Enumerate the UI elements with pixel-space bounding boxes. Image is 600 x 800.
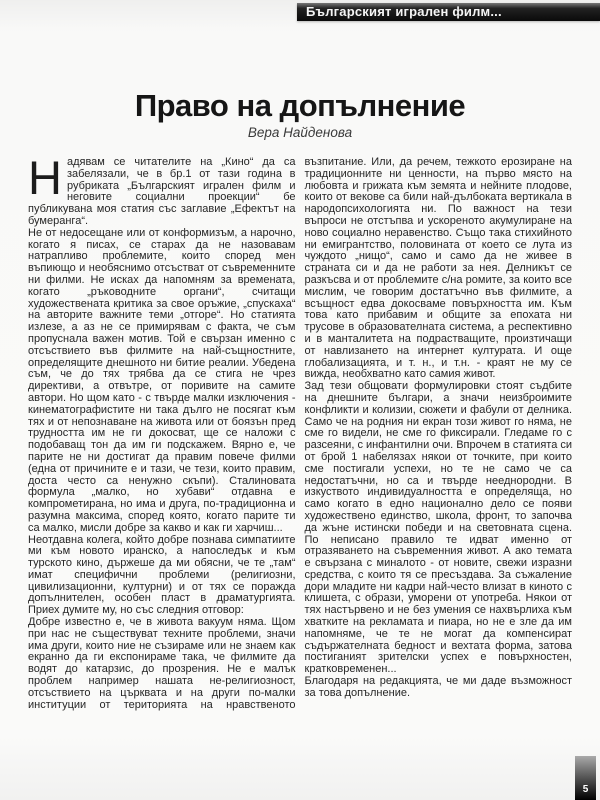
paragraph: Добре известно е, че в живота вакуум няма. Щом при нас не съществуват техните проблеми, значи има други, които ние не съзираме или не знаем как екранно да ги експонираме така, че филмите да водят до катарзис, до прозрения. Не е малък проблем например нашата не-религиозност, отсъствието на църквата и на други по-малки институции от територията на нравственото възпитание. Или, да речем, тежкото ерозиране на традиционните ни ценности, на първо място на любовта и грижата към земята и нейните плодове, които от векове са били най-дълбоката вертикала в народопсихологията ни. По важност на тези въпроси не отстъпва и ускореното акумулиране на ново социално неравенство. Също така стихийното ни емигрантство, половината от което се лута из чуждото „нищо“, само и само да не живее в страната си и да не работи за нея. Делникът се разкъсва и от проблемите с/на ромите, за които все мислим, че говорим достатъчно във филмите, а всъщност едва докосваме повърхността им. Към това като прибавим и общите за епохата ни трусове в образователната система, а респективно и в манталитета на подрастващите, произтичащи от навлизането на интернет културата. И още глобализацията, и т. н., и т.н. - краят не му се вижда, необхватно като самия живот.: [28, 156, 572, 711]
page-number-tab: [575, 756, 596, 800]
page-number: 5: [582, 784, 589, 795]
article-title: Право на допълнение: [134, 88, 466, 123]
article-body: [28, 151, 573, 711]
paragraph: Зад тези общовати формулировки стоят съдбите на днешните българи, а значи неизброимите конфликти и колизии, сюжети и фабули от делника. Само че на родния ни екран този живот го няма, не сме го видели, не сме го фиксирали. Гледаме го с разсеяни, с инфантилни очи. Впрочем в статията си от брой 1 набелязах някои от точките, при които сме постигали успехи, но те не само че са недостатъчни, но са и твърде нееднородни. В изкуството индивидуалността е определяща, но само когато в едно национално дело се появи художествено единство, школа, фронт, то започва да жъне истински победи и на световната сцена. По неписано правило те идват именно от отразяването на съвременния живот. А ако темата е свързана с миналото - от новите, свежи изразни средства, с които тя се пресъздава. За съжаление дори младите ни кадри най-често влизат в киното с клишета, с образи, уморени от употреба. Някои от тях настървено и не без умения се нахвърлиха към хватките на рекламата и пиара, но не е зле да им напомняме, че те не могат да компенсират съдържателната бедност и вехтата форма, затова постиганият зрителски успех е повърхностен, кратковременен...: [304, 380, 573, 676]
section-header-label: Българският игрален филм...: [306, 4, 502, 19]
article-author: Вера Найденова: [247, 125, 353, 140]
section-header-bar: [297, 3, 600, 21]
paragraph: Неотдавна колега, който добре познава симпатиите ми към новото иранско, а напоследък и към турското кино, държеше да ми обясни, че те „там“ имат специфични проблеми (религиозни, цивилизационни, културни) и от тях се поражда допълнителен, особен пласт в драматургията. Приех думите му, но със следния отговор:: [28, 533, 296, 617]
paragraph-text: адявам се читателите на „Кино“ да са забелязали, че в бр.1 от тази година в рубриката „Българският игрален филм и неговите социални проекции“ бе публикувана моя статия със заглавие „Ефектът на бумеранга“.: [28, 156, 296, 227]
drop-cap: Н: [28, 151, 62, 204]
paragraph: Благодаря на редакцията, че ми даде възможност за това допълнение.: [304, 675, 572, 699]
paragraph: [28, 151, 296, 228]
paragraph: Не от недосещане или от конформизъм, а нарочно, когато я писах, се старах да не назовавам натрапливо проблемите, които според мен въпиющо и необяснимо отсъстват от съвременните ни филми. Не исках да напомням за времената, когато „ръководните органи“, считащи художествената критика за свое оръжие, „спускаха“ на авторите важните теми „отгоре“. Но статията излезе, а аз не се примирявам с факта, че съм пропуснала важен мотив. Той е свързан именно с отсъствието във филмите на най-същностните, определящите днешното ни битие реалии. Убедена съм, че до тях трябва да се стига не чрез директиви, а отвътре, от поривите на самите автори. Но щом като - с твърде малки изключения - кинематографистите ни така дълго не посягат към тях и от непознаване на живота или от боязън пред трудността им не ги докосват, ще се наложи с подобаващ тон да им ги подскажем. Вярно е, че парите не ни достигат да правим повече филми (една от причините е и тази, че тези, които правим, доста често са ненужно скъпи). Сталиновата формула „малко, но хубави“ отдавна е компрометирана, но има и друга, по-традиционна и разумна максима, според която, когато парите ти са малко, мисли добре за какво и как ги харчиш...: [28, 226, 296, 534]
